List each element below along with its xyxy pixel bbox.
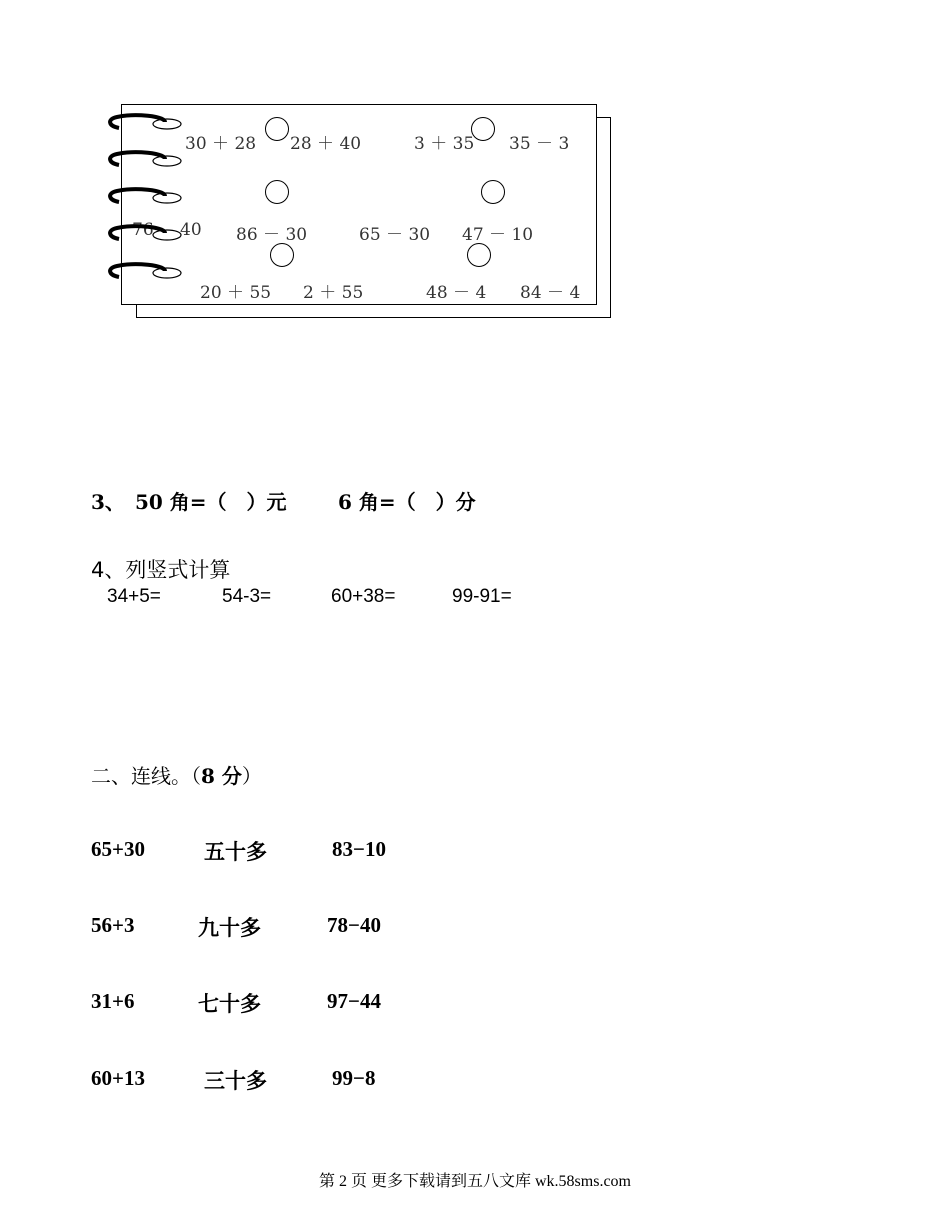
compare-circle[interactable] [265,117,289,141]
match-middle[interactable]: 九十多 [198,916,261,940]
expression: 65 － 30 [359,225,431,245]
section-2-title [91,760,262,789]
question-4-title: 4、列竖式计算 [91,558,231,582]
expression: 76 [132,220,154,240]
expression: 86 － 30 [236,225,308,245]
calc-item: 99-91= [452,586,512,607]
match-right[interactable]: 78−40 [327,913,381,937]
expression: 2 ＋ 55 [303,283,364,303]
expression: 47 － 10 [462,225,534,245]
match-right[interactable]: 83−10 [332,837,386,861]
match-middle[interactable]: 七十多 [198,992,261,1016]
compare-circle[interactable] [467,243,491,267]
section-2-title-suffix: ） [241,764,262,788]
calc-item: 60+38= [331,586,396,607]
spiral-ring-icon [105,262,183,284]
expression: 48 － 4 [426,283,487,303]
calc-item: 34+5= [107,586,161,607]
expression: 20 ＋ 55 [200,283,272,303]
match-middle[interactable]: 五十多 [204,840,267,864]
calc-item: 54-3= [222,586,272,607]
expression: 30 ＋ 28 [185,134,257,154]
spiral-ring-icon [105,113,183,135]
match-middle[interactable]: 三十多 [204,1069,267,1093]
match-left[interactable]: 56+3 [91,913,135,937]
match-left[interactable]: 65+30 [91,837,145,861]
match-left[interactable]: 60+13 [91,1066,145,1090]
page-footer: 第 2 页 更多下载请到五八文库 wk.58sms.com [318,1173,631,1190]
match-right[interactable]: 99−8 [332,1066,376,1090]
expression: 3 ＋ 35 [414,134,475,154]
compare-circle[interactable] [265,180,289,204]
section-2-score: 8 分 [201,764,242,788]
spiral-ring-icon [105,150,183,172]
question-3-part-1: 50 角=（ ）元 [135,490,287,514]
expression: 84 － 4 [520,283,581,303]
match-left[interactable]: 31+6 [91,989,135,1013]
compare-circle[interactable] [270,243,294,267]
match-right[interactable]: 97−44 [327,989,381,1013]
compare-circle[interactable] [481,180,505,204]
expression: 40 [180,220,202,240]
question-3-number: 3、 [91,490,125,514]
expression: 28 ＋ 40 [290,134,362,154]
spiral-ring-icon [105,187,183,209]
expression: 35 － 3 [509,134,570,154]
spiral-ring-icon [105,224,183,246]
question-3-part-2: 6 角=（ ）分 [338,490,476,514]
compare-circle[interactable] [471,117,495,141]
section-2-title-prefix: 二、连线。（ [91,764,201,788]
